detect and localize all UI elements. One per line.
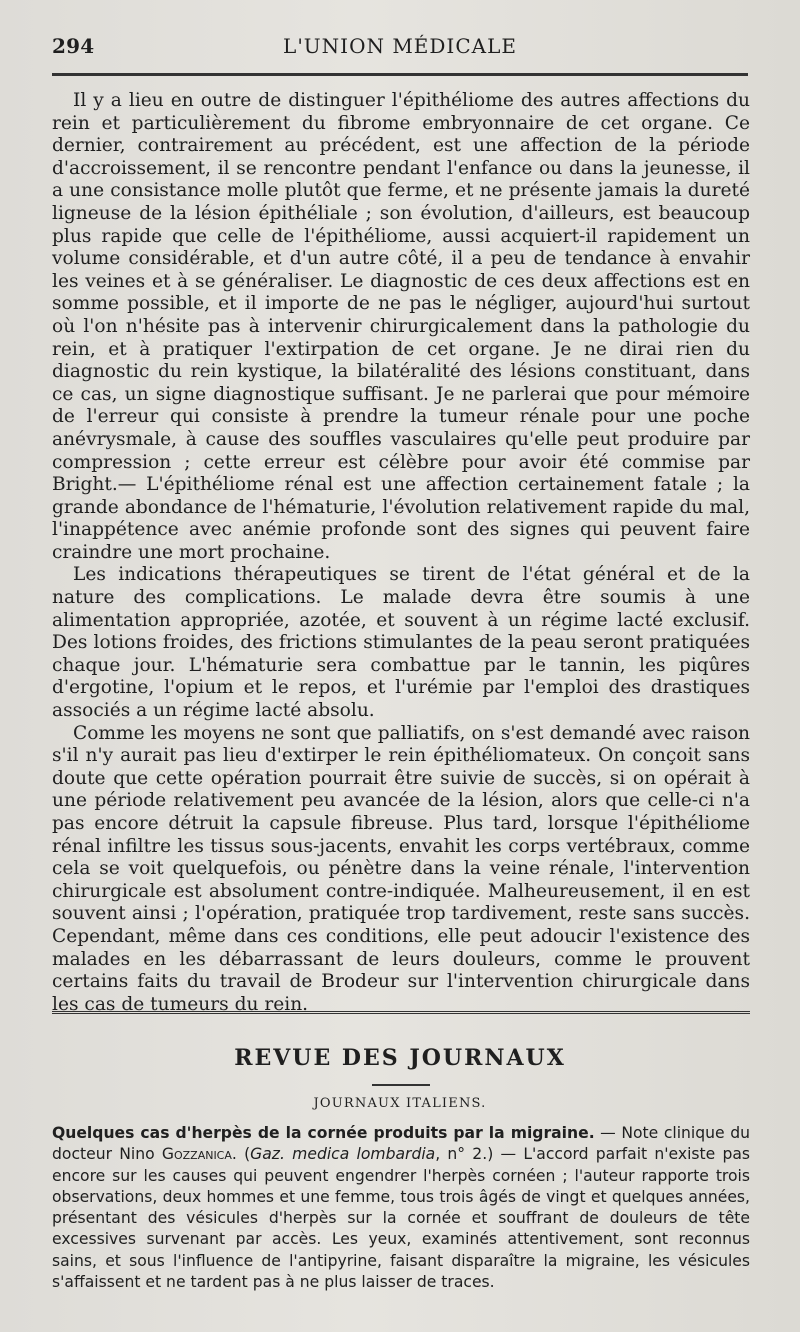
review-author: Gozzanica [161,1145,232,1164]
paragraph-diagnosis: Il y a lieu en outre de distinguer l'épithéliome des autres affections du rein et particulièrement du fibrome embryonnaire de cet organe. Ce dernier, contrairement au précédent, est une affection de la période d'accroissement, il se rencontre pendant l'enfance ou dans la jeunesse, il a une consistance molle plutôt que ferme, et ne présente jamais la dureté ligneuse de la lésion épithéliale ; son évolution, d'ailleurs, est beaucoup plus rapide que celle de l'épithéliome, aussi acquiert-il rapidement un volume considérable, et d'un autre côté, il a peu de tendance à envahir les veines et à se généraliser. Le diagnostic de ces deux affections est en somme possible, et il importe de ne pas le négliger, aujourd'hui surtout où l'on n'hésite pas à intervenir chirurgicalement dans la pathologie du rein, et à pratiquer l'extirpation de cet organe. Je ne dirai rien du diagnostic du rein kystique, la bilatéralité des lésions constituant, dans ce cas, un signe diagnostique suffisant. Je ne parlerai que pour mémoire de l'erreur qui consiste à prendre la tumeur rénale pour une poche anévrysmale, à cause des souffles vasculaires qu'elle peut produire par compression ; cette erreur est célèbre pour avoir été commise par Bright.— L'épithéliome rénal est une affection certainement fatale ; la grande abondance de l'hématurie, l'évolution relativement rapide du mal, l'inappétence avec anémie profonde sont des signes qui peuvent faire craindre une mort prochaine. [52,90,750,563]
page-header [52,34,748,74]
review-dash-2: — [493,1145,524,1164]
review-source-open: . ( [231,1145,251,1164]
article-body [52,90,750,1016]
review-source-rest: , n° 2.) [435,1145,494,1164]
review-text: L'accord parfait n'existe pas encore sur les causes qui peuvent engendrer l'herpès cornéen ; l'auteur rapporte trois observations, deux hommes et une femme, tous trois âgés de vingt et quelques années, présentant des vésicules d'herpès sur la cornée et souffrant de douleurs de tête excessives survenant par accès. Les yeux, examinés attentivement, sont reconnus sains, et sous l'influence de l'antipyrine, faisant disparaître la migraine, les vésicules s'affaissent et ne tardent pas à ne plus laisser de traces. [52,1145,751,1292]
section-divider [52,1011,750,1016]
section-title: REVUE DES JOURNAUX [234,1045,566,1071]
subsection-title: JOURNAUX ITALIENS. [313,1096,487,1111]
review-note-intro: Note clinique du docteur Nino [52,1124,750,1164]
review-journal: Gaz. medica lombardia [250,1145,436,1164]
running-title: L'UNION MÉDICALE [283,34,517,58]
paragraph-palliative: Comme les moyens ne sont que palliatifs, on s'est demandé avec raison s'il n'y aurait pas lieu d'extirper le rein épithéliomateux. On conçoit sans doute que cette opération pourrait être suivie de succès, si on opérait à une période relativement peu avancée de la lésion, alors que celle-ci n'a pas encore détruit la capsule fibreuse. Plus tard, lorsque l'épithéliome rénal infiltre les tissus sous-jacents, envahit les corps vertébraux, comme cela se voit quelquefois, ou pénètre dans la veine rénale, l'intervention chirurgicale est absolument contre-indiquée. Malheureusement, il en est souvent ainsi ; l'opération, pratiquée trop tardivement, reste sans succès. Cependant, même dans ces conditions, elle peut adoucir l'existence des malades en les débarrassant de leurs douleurs, comme le prouvent certains faits du travail de Brodeur sur l'intervention chirurgicale dans les cas de tumeurs du rein. [52,722,750,1015]
header-rule [52,73,748,76]
journal-review [52,1123,750,1293]
section-title-underline [372,1084,430,1086]
page-number: 294 [52,34,95,58]
review-article-title: Quelques cas d'herpès de la cornée produits par la migraine. [52,1124,595,1142]
review-dash: — [594,1124,622,1142]
paragraph-indications: Les indications thérapeutiques se tirent de l'état général et de la nature des complications. Le malade devra être soumis à une alimentation appropriée, azotée, et souvent à un régime lacté exclusif. Des lotions froides, des frictions stimulantes de la peau seront pratiquées chaque jour. L'hématurie sera combattue par le tannin, les piqûres d'ergotine, l'opium et le repos, et l'urémie par l'emploi des drastiques associés a un régime lacté absolu. [52,564,750,722]
